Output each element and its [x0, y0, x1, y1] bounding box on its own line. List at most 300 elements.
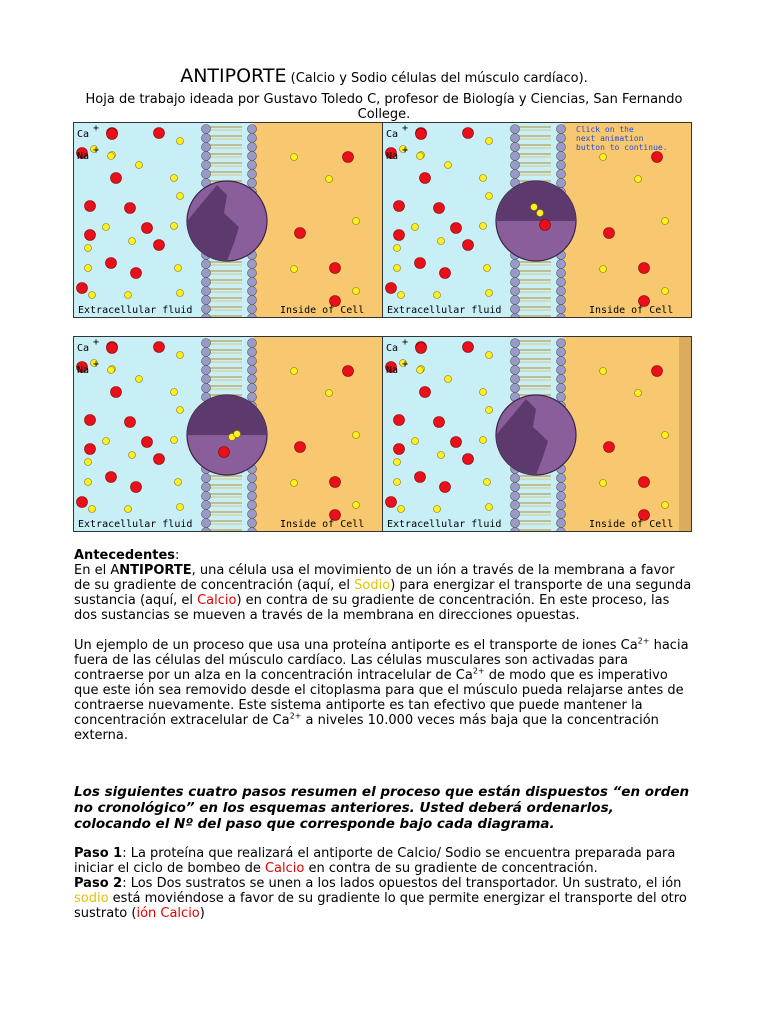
- diagram-panel-3: [73, 336, 383, 532]
- calcium-ion: [604, 228, 615, 239]
- lipid-head: [557, 348, 566, 357]
- sodium-ion: [438, 452, 445, 459]
- sodium-ion: [103, 224, 110, 231]
- lipid-head: [248, 305, 257, 314]
- legend-na-charge: +: [402, 145, 409, 156]
- lipid-head: [202, 152, 211, 161]
- sodium-ion: [434, 506, 441, 513]
- sodium-ion: [171, 223, 178, 230]
- p1-text-a: En el A: [74, 563, 120, 578]
- lipid-head: [202, 296, 211, 305]
- lipid-head: [202, 278, 211, 287]
- lipid-head: [248, 125, 257, 134]
- lipid-head: [202, 519, 211, 528]
- sodium-ion: [394, 265, 401, 272]
- lipid-head: [557, 357, 566, 366]
- calcium-ion: [463, 240, 474, 251]
- calcium-ion: [85, 444, 96, 455]
- extracellular-label: Extracellular fluid: [78, 305, 193, 316]
- lipid-head: [557, 134, 566, 143]
- paso-1: [74, 846, 694, 876]
- p1-sodio: Sodio: [354, 578, 391, 593]
- sodium-ion: [480, 389, 487, 396]
- sodium-ion: [89, 506, 96, 513]
- calcium-ion: [77, 283, 88, 294]
- calcium-ion: [451, 223, 462, 234]
- lipid-head: [511, 161, 520, 170]
- calcium-ion: [394, 444, 405, 455]
- legend-calcium-swatch: [416, 129, 427, 140]
- antecedentes-section: [74, 548, 694, 743]
- lipid-head: [557, 393, 566, 402]
- calcium-ion: [434, 417, 445, 428]
- legend-sodium-swatch: [417, 367, 424, 374]
- p2-text-c: de modo que es imperativo que este ión sea removido desde el citoplasma para que el músculo pueda relajarse antes de contraerse nuevamente. Este sistema antiporte es tan efectivo que puede mantener la concentración extracelular de Ca: [74, 668, 684, 728]
- calcium-ion: [639, 477, 650, 488]
- lipid-head: [248, 492, 257, 501]
- sodium-ion: [291, 154, 298, 161]
- sodium-ion: [480, 437, 487, 444]
- calcium-ion: [85, 201, 96, 212]
- lipid-head: [511, 170, 520, 179]
- lipid-head: [248, 501, 257, 510]
- lipid-head: [248, 339, 257, 348]
- paso-2-text-b: está moviéndose a favor de su gradiente lo que permite energizar el transporte del otro sustrato (: [74, 891, 687, 921]
- sodium-ion: [291, 266, 298, 273]
- sodium-ion: [353, 288, 360, 295]
- sodium-ion: [412, 438, 419, 445]
- legend-ca-label: Ca: [386, 343, 399, 354]
- calcium-ion: [440, 268, 451, 279]
- sodium-ion: [635, 176, 642, 183]
- lipid-head: [511, 519, 520, 528]
- inside-of-cell-label: Inside of Cell: [280, 519, 365, 530]
- lipid-head: [202, 510, 211, 519]
- sodium-ion: [129, 452, 136, 459]
- calcium-ion: [386, 497, 397, 508]
- lipid-head: [248, 134, 257, 143]
- sodium-ion: [291, 368, 298, 375]
- sodium-ion: [394, 459, 401, 466]
- diagram-svg-3: [74, 337, 383, 532]
- diagram-panel-2: [382, 122, 692, 318]
- lipid-head: [248, 474, 257, 483]
- lipid-head: [511, 134, 520, 143]
- sodium-ion: [480, 175, 487, 182]
- diagram-panel-1: [73, 122, 383, 318]
- lipid-head: [202, 305, 211, 314]
- sodium-ion: [600, 154, 607, 161]
- lipid-head: [511, 510, 520, 519]
- lipid-head: [202, 348, 211, 357]
- lipid-head: [511, 375, 520, 384]
- calcium-ion: [111, 173, 122, 184]
- calcium-ion: [386, 283, 397, 294]
- sodium-ion: [125, 292, 132, 299]
- antecedentes-paragraph-1: [74, 563, 694, 623]
- bound-sodium-ion: [531, 204, 538, 211]
- sodium-ion: [171, 389, 178, 396]
- lipid-head: [202, 474, 211, 483]
- sodium-ion: [486, 352, 493, 359]
- animation-hint-line3: button to continue.: [576, 143, 668, 152]
- calcium-ion: [111, 387, 122, 398]
- paso-1-text-a: : La proteína que realizará el antiporte de Calcio/ Sodio se encuentra preparada para iniciar el ciclo de bombeo de: [74, 846, 676, 876]
- extracellular-label: Extracellular fluid: [78, 519, 193, 530]
- calcium-ion: [440, 482, 451, 493]
- calcium-ion: [652, 366, 663, 377]
- calcium-ion: [434, 203, 445, 214]
- legend-sodium-swatch: [417, 153, 424, 160]
- legend-calcium-swatch: [107, 129, 118, 140]
- lipid-head: [248, 170, 257, 179]
- p2-text-b: hacia fuera de las células del músculo cardíaco. Las células musculares son activadas para contraerse por un alza en la concentración intracelular de Ca: [74, 638, 689, 683]
- calcium-ion: [330, 477, 341, 488]
- calcium-ion: [85, 415, 96, 426]
- lipid-head: [202, 125, 211, 134]
- lipid-head: [202, 161, 211, 170]
- sodium-ion: [662, 502, 669, 509]
- lipid-head: [557, 143, 566, 152]
- sodium-ion: [85, 265, 92, 272]
- lipid-head: [511, 296, 520, 305]
- sodium-ion: [129, 238, 136, 245]
- lipid-head: [202, 260, 211, 269]
- antiporter-protein: [496, 395, 576, 475]
- calcium-ion: [85, 230, 96, 241]
- legend-sodium-swatch: [108, 153, 115, 160]
- lipid-head: [202, 375, 211, 384]
- antecedentes-paragraph-2: [74, 638, 694, 743]
- lipid-head: [511, 339, 520, 348]
- calcium-ion: [77, 497, 88, 508]
- calcium-ion: [154, 454, 165, 465]
- calcium-ion: [131, 482, 142, 493]
- lipid-head: [248, 278, 257, 287]
- lipid-head: [248, 296, 257, 305]
- lipid-head: [511, 278, 520, 287]
- sodium-ion: [438, 238, 445, 245]
- bound-calcium-ion: [219, 447, 230, 458]
- sodium-ion: [662, 432, 669, 439]
- legend-na-charge: +: [402, 359, 409, 370]
- lipid-head: [557, 474, 566, 483]
- lipid-head: [557, 125, 566, 134]
- antiporter-protein: [187, 395, 267, 475]
- lipid-head: [557, 179, 566, 188]
- calcium-ion: [142, 437, 153, 448]
- lipid-head: [202, 134, 211, 143]
- p2-text-a: Un ejemplo de un proceso que usa una proteína antiporte es el transporte de iones Ca: [74, 638, 638, 653]
- legend-ca-label: Ca: [386, 129, 399, 140]
- sodium-ion: [353, 218, 360, 225]
- sodium-ion: [486, 407, 493, 414]
- sodium-ion: [662, 218, 669, 225]
- sodium-ion: [662, 288, 669, 295]
- lipid-head: [557, 152, 566, 161]
- antecedentes-heading: Antecedentes: [74, 548, 176, 563]
- lipid-head: [511, 501, 520, 510]
- diagram-panel-4: [382, 336, 692, 532]
- page-title: [0, 65, 768, 87]
- sodium-ion: [177, 352, 184, 359]
- sodium-ion: [175, 479, 182, 486]
- inside-of-cell-label: Inside of Cell: [589, 519, 674, 530]
- lipid-head: [248, 179, 257, 188]
- paso-1-calcio: Calcio: [264, 861, 305, 876]
- lipid-head: [248, 287, 257, 296]
- sodium-ion: [326, 390, 333, 397]
- lipid-head: [511, 269, 520, 278]
- calcium-ion: [394, 201, 405, 212]
- lipid-head: [557, 375, 566, 384]
- calcium-ion: [415, 472, 426, 483]
- calcium-ion: [420, 173, 431, 184]
- sodium-ion: [103, 438, 110, 445]
- sodium-ion: [484, 265, 491, 272]
- calcium-ion: [343, 366, 354, 377]
- lipid-head: [202, 357, 211, 366]
- paso-1-text-b: en contra de su gradiente de concentración.: [304, 861, 598, 876]
- diagram-svg-2: [383, 123, 692, 318]
- inside-of-cell-label: Inside of Cell: [280, 305, 365, 316]
- calcium-ion: [394, 415, 405, 426]
- p1-text-d: ) para energizar el transporte de una segunda sustancia (aquí, el: [74, 578, 692, 608]
- sodium-ion: [394, 479, 401, 486]
- lipid-head: [557, 305, 566, 314]
- antiporter-protein: [187, 181, 267, 261]
- lipid-head: [202, 287, 211, 296]
- bound-sodium-ion: [537, 210, 544, 217]
- calcium-ion: [154, 240, 165, 251]
- sodium-ion: [484, 479, 491, 486]
- lipid-head: [248, 143, 257, 152]
- pasos-section: [74, 846, 694, 921]
- animation-hint-line1: Click on the: [576, 125, 634, 134]
- legend-calcium-swatch: [107, 343, 118, 354]
- calcium-ion: [463, 342, 474, 353]
- lipid-head: [511, 260, 520, 269]
- calcium-ion: [639, 263, 650, 274]
- calcium-ion: [106, 472, 117, 483]
- inside-of-cell-area: [254, 123, 383, 318]
- legend-ca-label: Ca: [77, 343, 90, 354]
- sodium-ion: [353, 502, 360, 509]
- lipid-head: [511, 143, 520, 152]
- lipid-head: [202, 501, 211, 510]
- calcium-ion: [295, 228, 306, 239]
- lipid-head: [511, 287, 520, 296]
- sodium-ion: [486, 193, 493, 200]
- lipid-head: [202, 492, 211, 501]
- legend-ca-charge: +: [402, 337, 409, 348]
- inside-of-cell-area: [563, 337, 692, 532]
- lipid-head: [557, 483, 566, 492]
- legend-na-charge: +: [93, 145, 100, 156]
- lipid-head: [202, 366, 211, 375]
- lipid-head: [248, 357, 257, 366]
- p2-sup-3: 2+: [289, 711, 302, 721]
- lipid-head: [248, 393, 257, 402]
- sodium-ion: [175, 265, 182, 272]
- lipid-head: [248, 483, 257, 492]
- lipid-head: [557, 278, 566, 287]
- legend-ca-label: Ca: [77, 129, 90, 140]
- lipid-head: [202, 170, 211, 179]
- paso-2: [74, 876, 694, 921]
- lipid-head: [511, 152, 520, 161]
- sodium-ion: [486, 290, 493, 297]
- calcium-ion: [463, 128, 474, 139]
- legend-ca-charge: +: [93, 337, 100, 348]
- legend-calcium-swatch: [416, 343, 427, 354]
- sodium-ion: [445, 162, 452, 169]
- calcium-ion: [154, 128, 165, 139]
- legend-na-label: Na: [77, 151, 90, 162]
- cell-edge-shade: [679, 337, 692, 532]
- instructions: Los siguientes cuatro pasos resumen el proceso que están dispuestos “en orden no cronológico” en los esquemas anteriores. Usted deberá ordenarlos, colocando el Nº del paso que corresponde bajo cada diagrama.: [74, 784, 690, 832]
- lipid-head: [557, 170, 566, 179]
- p1-text-c: , una célula usa el movimiento de un ión a través de la membrana a favor de su gradiente de concentración (aquí, el: [74, 563, 675, 593]
- lipid-head: [557, 519, 566, 528]
- lipid-head: [557, 339, 566, 348]
- sodium-ion: [177, 290, 184, 297]
- lipid-head: [511, 474, 520, 483]
- p2-sup-1: 2+: [637, 636, 650, 646]
- sodium-ion: [398, 292, 405, 299]
- lipid-head: [248, 375, 257, 384]
- sodium-ion: [480, 223, 487, 230]
- title-main: ANTIPORTE: [180, 65, 287, 87]
- lipid-head: [248, 260, 257, 269]
- paso-2-sodio: sodio: [74, 891, 109, 906]
- extracellular-label: Extracellular fluid: [387, 519, 502, 530]
- paso-2-text-c: ): [199, 906, 205, 921]
- sodium-ion: [177, 138, 184, 145]
- bound-sodium-ion: [234, 431, 241, 438]
- sodium-ion: [177, 193, 184, 200]
- p1-antiporte: NTIPORTE: [119, 563, 192, 578]
- p2-text-d: a niveles 10.000 veces más baja que la concentración externa.: [74, 713, 659, 743]
- lipid-head: [557, 161, 566, 170]
- lipid-head: [248, 161, 257, 170]
- lipid-head: [557, 366, 566, 375]
- animation-hint-line2: next animation: [576, 134, 644, 143]
- calcium-ion: [451, 437, 462, 448]
- calcium-ion: [394, 230, 405, 241]
- lipid-head: [557, 269, 566, 278]
- lipid-head: [248, 269, 257, 278]
- lipid-head: [557, 287, 566, 296]
- calcium-ion: [463, 454, 474, 465]
- paso-2-text-a: : Los Dos sustratos se unen a los lados opuestos del transportador. Un sustrato, el ión: [122, 876, 682, 891]
- lipid-head: [557, 384, 566, 393]
- lipid-head: [202, 143, 211, 152]
- extracellular-label: Extracellular fluid: [387, 305, 502, 316]
- lipid-head: [511, 384, 520, 393]
- lipid-head: [557, 510, 566, 519]
- title-rest: (Calcio y Sodio células del músculo cardíaco).: [286, 71, 588, 86]
- bound-calcium-ion: [540, 220, 551, 231]
- calcium-ion: [343, 152, 354, 163]
- sodium-ion: [291, 480, 298, 487]
- lipid-head: [511, 305, 520, 314]
- lipid-head: [511, 348, 520, 357]
- calcium-ion: [131, 268, 142, 279]
- calcium-ion: [125, 203, 136, 214]
- lipid-head: [557, 260, 566, 269]
- legend-na-charge: +: [93, 359, 100, 370]
- inside-of-cell-area: [254, 337, 383, 532]
- antiporter-protein: [496, 181, 576, 261]
- lipid-head: [511, 125, 520, 134]
- legend-na-label: Na: [386, 365, 399, 376]
- calcium-ion: [295, 442, 306, 453]
- lipid-head: [557, 501, 566, 510]
- lipid-head: [248, 519, 257, 528]
- lipid-head: [248, 384, 257, 393]
- lipid-head: [511, 357, 520, 366]
- sodium-ion: [136, 162, 143, 169]
- p1-calcio: Calcio: [197, 593, 237, 608]
- lipid-head: [511, 492, 520, 501]
- lipid-head: [202, 269, 211, 278]
- sodium-ion: [486, 504, 493, 511]
- lipid-head: [202, 384, 211, 393]
- sodium-ion: [394, 245, 401, 252]
- calcium-ion: [415, 258, 426, 269]
- sodium-ion: [89, 292, 96, 299]
- p2-sup-2: 2+: [472, 666, 485, 676]
- lipid-head: [202, 339, 211, 348]
- paso-1-label: Paso 1: [74, 846, 123, 861]
- diagram-svg-1: [74, 123, 383, 318]
- sodium-ion: [353, 432, 360, 439]
- diagram-svg-4: [383, 337, 692, 532]
- lipid-head: [511, 366, 520, 375]
- legend-ca-charge: +: [93, 123, 100, 134]
- sodium-ion: [635, 390, 642, 397]
- sodium-ion: [136, 376, 143, 383]
- sodium-ion: [600, 266, 607, 273]
- lipid-head: [202, 483, 211, 492]
- sodium-ion: [177, 407, 184, 414]
- calcium-ion: [604, 442, 615, 453]
- sodium-ion: [171, 175, 178, 182]
- calcium-ion: [420, 387, 431, 398]
- lipid-head: [248, 348, 257, 357]
- lipid-head: [248, 152, 257, 161]
- calcium-ion: [330, 263, 341, 274]
- sodium-ion: [412, 224, 419, 231]
- calcium-ion: [652, 152, 663, 163]
- lipid-head: [248, 366, 257, 375]
- sodium-ion: [600, 368, 607, 375]
- legend-na-label: Na: [77, 365, 90, 376]
- calcium-ion: [142, 223, 153, 234]
- calcium-ion: [125, 417, 136, 428]
- sodium-ion: [85, 479, 92, 486]
- paso-2-ion-calcio: ión Calcio: [136, 906, 200, 921]
- lipid-head: [511, 483, 520, 492]
- heading-colon: :: [175, 548, 180, 563]
- p1-text-e: ) en contra de su gradiente de concentración. En este proceso, las dos sustancias se mueven a través de la membrana en direcciones opuestas.: [74, 593, 670, 623]
- inside-of-cell-label: Inside of Cell: [589, 305, 674, 316]
- legend-ca-charge: +: [402, 123, 409, 134]
- paso-2-label: Paso 2: [74, 876, 123, 891]
- sodium-ion: [326, 176, 333, 183]
- sodium-ion: [171, 437, 178, 444]
